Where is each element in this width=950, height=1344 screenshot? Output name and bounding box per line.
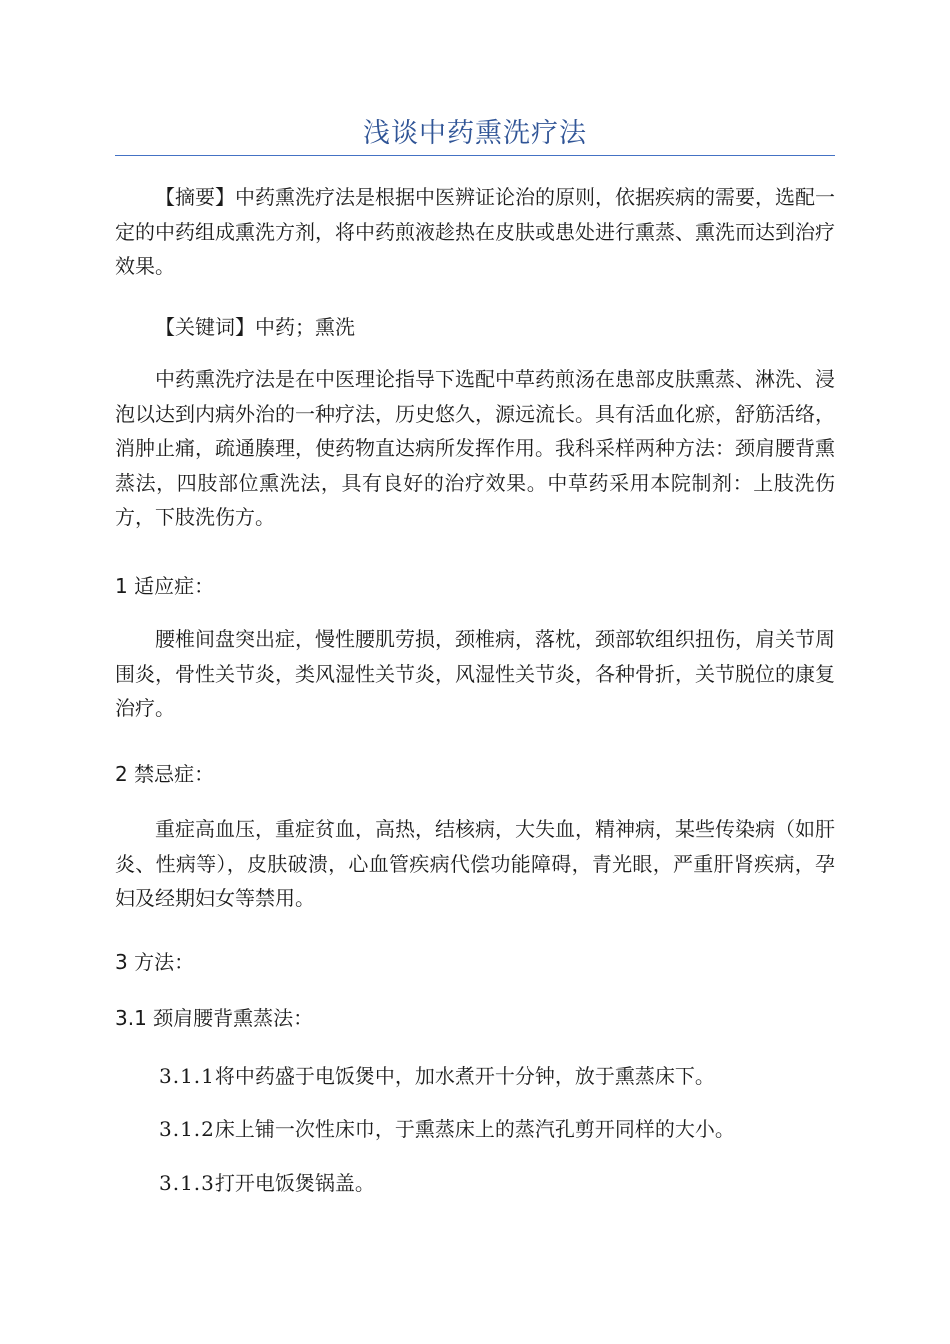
section-heading-indications bbox=[115, 569, 835, 603]
step-item bbox=[159, 1166, 835, 1200]
title-underline bbox=[115, 155, 835, 156]
step-item bbox=[159, 1112, 835, 1146]
subsection-heading-3-1 bbox=[115, 1001, 835, 1035]
indications-paragraph: 腰椎间盘突出症，慢性腰肌劳损，颈椎病，落枕，颈部软组织扭伤，肩关节周围炎，骨性关节炎，类风湿性关节炎，风湿性关节炎，各种骨折，关节脱位的康复治疗。 bbox=[115, 627, 835, 720]
step-text: 打开电饭煲锅盖。 bbox=[214, 1171, 375, 1195]
section-number: 3 bbox=[115, 950, 128, 974]
step-item bbox=[159, 1059, 835, 1093]
intro-paragraph: 中药熏洗疗法是在中医理论指导下选配中草药煎汤在患部皮肤熏蒸、淋洗、浸泡以达到内病外治的一种疗法，历史悠久，源远流长。具有活血化瘀，舒筋活络，消肿止痛，疏通腠理，使药物直达病所发挥作用。我科采样两种方法：颈肩腰背熏蒸法，四肢部位熏洗法，具有良好的治疗效果。中草药采用本院制剂：上肢洗伤方，下肢洗伤方。 bbox=[115, 367, 835, 529]
section-heading-methods bbox=[115, 945, 835, 979]
section-number: 2 bbox=[115, 762, 128, 786]
step-number: 3.1.1 bbox=[159, 1064, 215, 1088]
step-number: 3.1.3 bbox=[159, 1171, 215, 1195]
step-text: 将中药盛于电饭煲中，加水煮开十分钟，放于熏蒸床下。 bbox=[214, 1064, 715, 1088]
section-number: 3.1 bbox=[115, 1006, 147, 1030]
section-title: 颈肩腰背熏蒸法： bbox=[153, 1006, 314, 1030]
document-title: 浅谈中药熏洗疗法 bbox=[363, 118, 587, 149]
step-number: 3.1.2 bbox=[159, 1117, 215, 1141]
section-title: 方法： bbox=[134, 950, 195, 974]
section-title: 禁忌症： bbox=[134, 762, 215, 786]
abstract-paragraph: 【摘要】中药熏洗疗法是根据中医辨证论治的原则，依据疾病的需要，选配一定的中药组成熏洗方剂，将中药煎液趁热在皮肤或患处进行熏蒸、熏洗而达到治疗效果。 bbox=[115, 185, 835, 278]
section-title: 适应症： bbox=[134, 574, 215, 598]
keywords-paragraph: 【关键词】中药；熏洗 bbox=[155, 315, 355, 339]
section-number: 1 bbox=[115, 574, 128, 598]
section-heading-contraindications bbox=[115, 757, 835, 791]
step-text: 床上铺一次性床巾，于熏蒸床上的蒸汽孔剪开同样的大小。 bbox=[214, 1117, 735, 1141]
contraindications-paragraph: 重症高血压，重症贫血，高热，结核病，大失血，精神病，某些传染病（如肝炎、性病等），皮肤破溃，心血管疾病代偿功能障碍，青光眼，严重肝肾疾病，孕妇及经期妇女等禁用。 bbox=[115, 817, 835, 910]
